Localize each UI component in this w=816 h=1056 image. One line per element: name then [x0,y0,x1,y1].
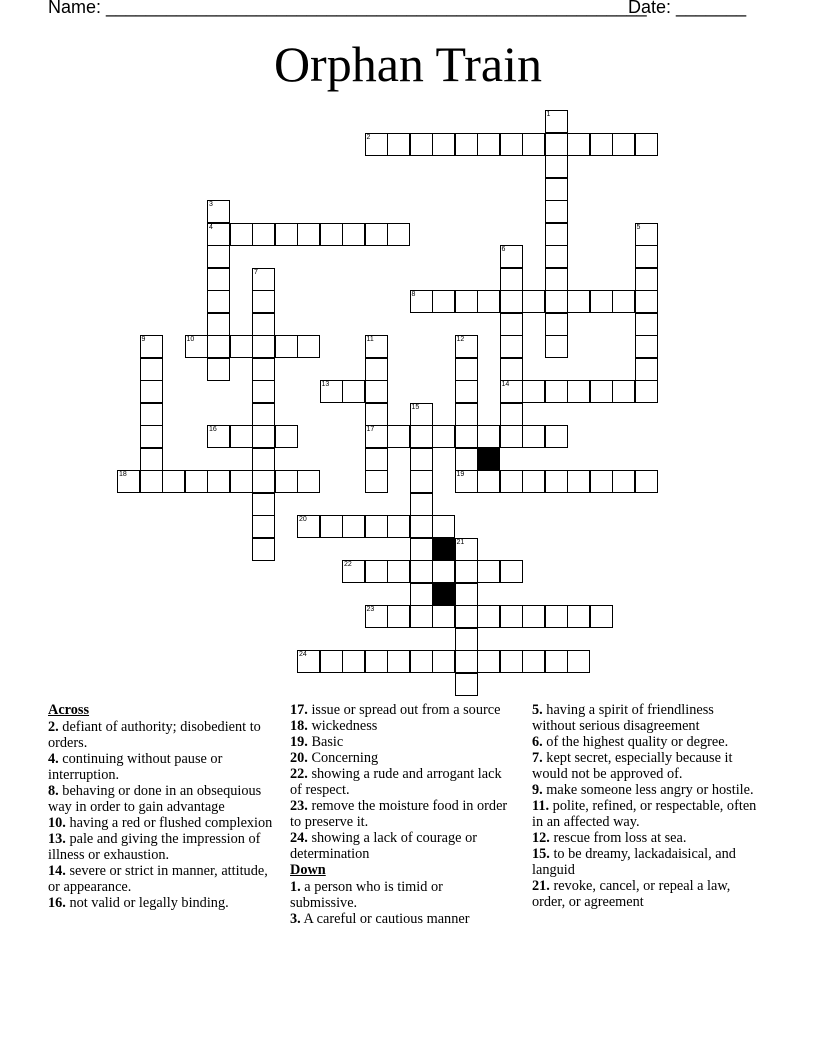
grid-cell[interactable] [455,538,478,561]
clue-text: continuing without pause or interruption. [48,751,223,783]
clue-number-label: 23. [290,798,308,814]
down-clue [532,830,760,846]
clue-number: 17 [366,426,375,433]
grid-cell[interactable] [590,290,613,313]
down-clue [532,846,760,878]
grid-cell[interactable] [207,425,230,448]
grid-cell[interactable] [477,290,500,313]
clue-number-label: 2. [48,719,59,735]
across-clue [290,718,512,734]
grid-cell[interactable] [365,335,388,358]
grid-cell[interactable] [567,380,590,403]
grid-cell[interactable] [545,470,568,493]
down-clue [532,702,760,734]
clue-number-label: 9. [532,782,543,798]
grid-cell[interactable] [185,470,208,493]
grid-cell[interactable] [365,605,388,628]
grid-cell[interactable] [207,290,230,313]
grid-cell[interactable] [500,358,523,381]
grid-cell[interactable] [590,133,613,156]
grid-cell[interactable] [477,470,500,493]
clue-text: showing a lack of courage or determination [290,830,477,862]
grid-cell[interactable] [252,223,275,246]
grid-cell[interactable] [455,448,478,471]
grid-cell[interactable] [365,358,388,381]
clue-text: Concerning [307,750,379,766]
clue-number: 9 [141,336,146,343]
grid-cell[interactable] [612,133,635,156]
clue-number: 18 [119,471,127,478]
clue-number-label: 8. [48,783,59,799]
clue-text: having a red or flushed complexion [65,815,273,831]
grid-cell[interactable] [590,380,613,403]
grid-cell[interactable] [387,650,410,673]
clue-number-label: 19. [290,734,308,750]
grid-cell[interactable] [635,380,658,403]
clue-text: pale and giving the impression of illness or exhaustion. [48,831,261,863]
grid-cell[interactable] [297,335,320,358]
grid-cell[interactable] [455,425,478,448]
grid-cell[interactable] [275,470,298,493]
grid-cell[interactable] [500,605,523,628]
clue-number-label: 17. [290,702,308,718]
clue-number-label: 12. [532,830,550,846]
grid-cell[interactable] [522,605,545,628]
clue-text: Basic [307,734,344,750]
clue-text: polite, refined, or respectable, often in an affected way. [532,798,757,830]
grid-cell[interactable] [635,335,658,358]
clue-number: 3 [209,201,213,208]
grid-cell[interactable] [635,133,658,156]
clue-text: revoke, cancel, or repeal a law, order, or agreement [532,878,731,910]
grid-cell[interactable] [410,493,433,516]
grid-cell[interactable] [410,560,433,583]
grid-cell[interactable] [410,583,433,606]
clue-number: 1 [546,111,551,118]
clue-text: remove the moisture food in order to preserve it. [290,798,508,830]
grid-cell[interactable] [500,335,523,358]
grid-cell[interactable] [252,335,275,358]
grid-cell[interactable] [455,628,478,651]
grid-cell[interactable] [635,268,658,291]
grid-cell[interactable] [500,313,523,336]
grid-cell[interactable] [365,560,388,583]
grid-cell[interactable] [567,470,590,493]
clue-number-label: 1. [290,879,301,895]
clue-number-label: 6. [532,734,543,750]
black-cell [432,538,455,561]
clue-text: showing a rude and arrogant lack of respect. [290,766,502,798]
grid-cell[interactable] [410,515,433,538]
grid-cell[interactable] [522,290,545,313]
grid-cell[interactable] [432,560,455,583]
grid-cell[interactable] [252,403,275,426]
grid-cell[interactable] [297,470,320,493]
grid-cell[interactable] [387,560,410,583]
grid-cell[interactable] [252,358,275,381]
across-clue [290,750,512,766]
grid-cell[interactable] [455,403,478,426]
across-clue [48,815,274,831]
clue-text: issue or spread out from a source [307,702,501,718]
grid-cell[interactable] [590,470,613,493]
clue-number-label: 20. [290,750,308,766]
across-clue [48,783,274,815]
grid-cell[interactable] [342,380,365,403]
clue-number: 11 [366,336,374,343]
grid-cell[interactable] [387,605,410,628]
grid-cell[interactable] [365,650,388,673]
grid-cell[interactable] [387,223,410,246]
grid-cell[interactable] [365,223,388,246]
grid-cell[interactable] [500,380,523,403]
down-clue [532,878,760,910]
clue-number: 20 [299,516,307,523]
grid-cell[interactable] [477,560,500,583]
grid-cell[interactable] [545,650,568,673]
clue-number: 23 [366,606,375,613]
grid-cell[interactable] [410,470,433,493]
grid-cell[interactable] [410,403,433,426]
clue-text: rescue from loss at sea. [549,830,687,846]
clue-number: 13 [321,381,330,388]
grid-cell[interactable] [545,155,568,178]
grid-cell[interactable] [410,133,433,156]
grid-cell[interactable] [545,133,568,156]
across-clue [290,734,512,750]
grid-cell[interactable] [140,470,163,493]
down-clue [532,782,760,798]
grid-cell[interactable] [252,313,275,336]
across-heading: Across [48,702,90,718]
grid-cell[interactable] [455,673,478,696]
grid-cell[interactable] [455,650,478,673]
grid-cell[interactable] [342,223,365,246]
grid-cell[interactable] [320,380,343,403]
grid-cell[interactable] [567,290,590,313]
grid-cell[interactable] [500,290,523,313]
grid-cell[interactable] [500,133,523,156]
grid-cell[interactable] [410,605,433,628]
name-field-label[interactable]: Name: ______________________________________________________ [48,0,647,17]
grid-cell[interactable] [432,650,455,673]
clue-text: a person who is timid or submissive. [290,879,443,911]
clue-number: 19 [456,471,465,478]
clue-number: 5 [636,223,641,231]
grid-cell[interactable] [230,223,253,246]
clue-text: not valid or legally binding. [65,895,229,911]
across-clue [48,751,274,783]
grid-cell[interactable] [545,425,568,448]
grid-cell[interactable] [477,650,500,673]
clues-column-3 [532,702,760,910]
clue-number: 14 [501,381,510,388]
grid-cell[interactable] [455,133,478,156]
grid-cell[interactable] [635,223,658,246]
grid-cell[interactable] [410,538,433,561]
clue-text: severe or strict in manner, attitude, or appearance. [48,863,268,895]
grid-cell[interactable] [275,223,298,246]
grid-cell[interactable] [207,223,230,246]
grid-cell[interactable] [275,425,298,448]
grid-cell[interactable] [365,425,388,448]
grid-cell[interactable] [455,358,478,381]
down-clue [532,734,760,750]
clue-number: 12 [456,336,465,343]
grid-cell[interactable] [410,448,433,471]
grid-cell[interactable] [320,223,343,246]
grid-cell[interactable] [252,515,275,538]
grid-cell[interactable] [455,583,478,606]
grid-cell[interactable] [545,313,568,336]
across-clue [48,863,274,895]
grid-cell[interactable] [252,425,275,448]
grid-cell[interactable] [207,313,230,336]
clue-number-label: 13. [48,831,66,847]
grid-cell[interactable] [252,448,275,471]
clue-number-label: 15. [532,846,550,862]
clue-number-label: 24. [290,830,308,846]
grid-cell[interactable] [297,515,320,538]
date-field-label[interactable]: Date: _______ [628,0,747,17]
grid-cell[interactable] [455,560,478,583]
grid-cell[interactable] [387,425,410,448]
grid-cell[interactable] [590,605,613,628]
grid-cell[interactable] [522,425,545,448]
grid-cell[interactable] [522,380,545,403]
grid-cell[interactable] [342,650,365,673]
clue-text: wickedness [307,718,378,734]
grid-cell[interactable] [297,650,320,673]
grid-cell[interactable] [140,425,163,448]
grid-cell[interactable] [342,560,365,583]
grid-cell[interactable] [500,650,523,673]
clue-number: 21 [456,538,465,546]
grid-cell[interactable] [567,133,590,156]
grid-cell[interactable] [207,335,230,358]
grid-cell[interactable] [320,650,343,673]
grid-cell[interactable] [207,268,230,291]
grid-cell[interactable] [455,380,478,403]
grid-cell[interactable] [252,470,275,493]
grid-cell[interactable] [635,470,658,493]
grid-cell[interactable] [635,358,658,381]
grid-cell[interactable] [140,358,163,381]
grid-cell[interactable] [612,380,635,403]
clues-column-1 [48,702,274,911]
across-clue [290,702,512,718]
grid-cell[interactable] [252,493,275,516]
grid-cell[interactable] [567,605,590,628]
grid-cell[interactable] [410,650,433,673]
grid-cell[interactable] [545,110,568,133]
grid-cell[interactable] [230,425,253,448]
down-heading: Down [290,862,326,878]
grid-cell[interactable] [500,560,523,583]
clue-text: kept secret, especially because it would not be approved of. [532,750,733,782]
grid-cell[interactable] [612,470,635,493]
black-cell [432,583,455,606]
grid-cell[interactable] [252,290,275,313]
grid-cell[interactable] [545,605,568,628]
grid-cell[interactable] [522,133,545,156]
grid-cell[interactable] [365,448,388,471]
clue-number-label: 4. [48,751,59,767]
clue-number: 16 [209,426,217,433]
grid-cell[interactable] [365,133,388,156]
grid-cell[interactable] [455,470,478,493]
grid-cell[interactable] [207,358,230,381]
grid-cell[interactable] [612,290,635,313]
grid-cell[interactable] [252,268,275,291]
grid-cell[interactable] [252,538,275,561]
grid-cell[interactable] [297,223,320,246]
across-clue [48,831,274,863]
down-clue-list-part-1 [290,879,512,927]
clue-number-label: 14. [48,863,66,879]
clue-number-label: 16. [48,895,66,911]
clue-text: of the highest quality or degree. [542,734,729,750]
grid-cell[interactable] [455,290,478,313]
clue-number-label: 5. [532,702,543,718]
clue-number-label: 3. [290,911,301,927]
grid-cell[interactable] [500,425,523,448]
clue-text: defiant of authority; disobedient to orders. [48,719,261,751]
clue-text: to be dreamy, lackadaisical, and languid [532,846,736,878]
grid-cell[interactable] [522,650,545,673]
grid-cell[interactable] [365,380,388,403]
clue-number: 2 [366,133,371,141]
clue-text: A careful or cautious manner [300,911,470,927]
grid-cell[interactable] [477,605,500,628]
grid-cell[interactable] [365,403,388,426]
grid-cell[interactable] [410,425,433,448]
grid-cell[interactable] [365,515,388,538]
grid-cell[interactable] [522,470,545,493]
clue-number: 7 [254,268,258,276]
grid-cell[interactable] [320,515,343,538]
across-clue-list-part-2 [290,702,512,862]
grid-cell[interactable] [230,335,253,358]
grid-cell[interactable] [207,200,230,223]
grid-cell[interactable] [387,515,410,538]
grid-cell[interactable] [117,470,140,493]
grid-cell[interactable] [567,650,590,673]
across-clue [48,895,274,911]
grid-cell[interactable] [500,470,523,493]
grid-cell[interactable] [432,133,455,156]
grid-cell[interactable] [545,268,568,291]
grid-cell[interactable] [477,133,500,156]
grid-cell[interactable] [545,290,568,313]
grid-cell[interactable] [545,380,568,403]
clue-number-label: 7. [532,750,543,766]
grid-cell[interactable] [432,605,455,628]
grid-cell[interactable] [477,425,500,448]
grid-cell[interactable] [275,335,298,358]
grid-cell[interactable] [635,290,658,313]
clue-number: 22 [344,561,352,568]
grid-cell[interactable] [455,335,478,358]
grid-cell[interactable] [162,470,185,493]
clue-number-label: 21. [532,878,550,894]
across-clue [290,798,512,830]
black-cell [477,448,500,471]
down-clue [532,798,760,830]
grid-cell[interactable] [545,200,568,223]
grid-cell[interactable] [432,425,455,448]
grid-cell[interactable] [185,335,208,358]
clue-number: 24 [299,651,307,658]
grid-cell[interactable] [432,290,455,313]
grid-cell[interactable] [545,223,568,246]
clue-number: 10 [186,336,195,343]
clue-number-label: 18. [290,718,308,734]
clue-text: make someone less angry or hostile. [542,782,754,798]
clues-column-2 [290,702,512,927]
clue-number-label: 11. [532,798,550,814]
clue-number: 6 [501,246,506,253]
grid-cell[interactable] [635,245,658,268]
down-clue [290,879,512,911]
across-clue [290,830,512,862]
grid-cell[interactable] [140,448,163,471]
grid-cell[interactable] [545,178,568,201]
grid-cell[interactable] [140,335,163,358]
grid-cell[interactable] [545,245,568,268]
clue-number: 8 [411,291,416,298]
grid-cell[interactable] [140,403,163,426]
grid-cell[interactable] [207,245,230,268]
grid-cell[interactable] [635,313,658,336]
grid-cell[interactable] [365,470,388,493]
across-clue [48,719,274,751]
puzzle-title: Orphan Train [273,36,543,92]
clue-number: 4 [209,223,213,231]
clue-number-label: 10. [48,815,66,831]
grid-cell[interactable] [230,470,253,493]
grid-cell[interactable] [387,133,410,156]
across-clue [290,766,512,798]
down-clue [532,750,760,782]
grid-cell[interactable] [500,403,523,426]
across-clue-list-part-1 [48,719,274,911]
grid-cell[interactable] [252,380,275,403]
clue-number-label: 22. [290,766,308,782]
grid-cell[interactable] [500,245,523,268]
clue-number: 15 [411,403,420,411]
clue-text: having a spirit of friendliness without serious disagreement [532,702,714,734]
grid-cell[interactable] [455,605,478,628]
grid-cell[interactable] [500,268,523,291]
grid-cell[interactable] [207,470,230,493]
grid-cell[interactable] [410,290,433,313]
grid-cell[interactable] [545,335,568,358]
clue-text: behaving or done in an obsequious way in order to gain advantage [48,783,262,815]
grid-cell[interactable] [432,515,455,538]
grid-cell[interactable] [342,515,365,538]
grid-cell[interactable] [140,380,163,403]
down-clue [290,911,512,927]
down-clue-list-part-2 [532,702,760,910]
